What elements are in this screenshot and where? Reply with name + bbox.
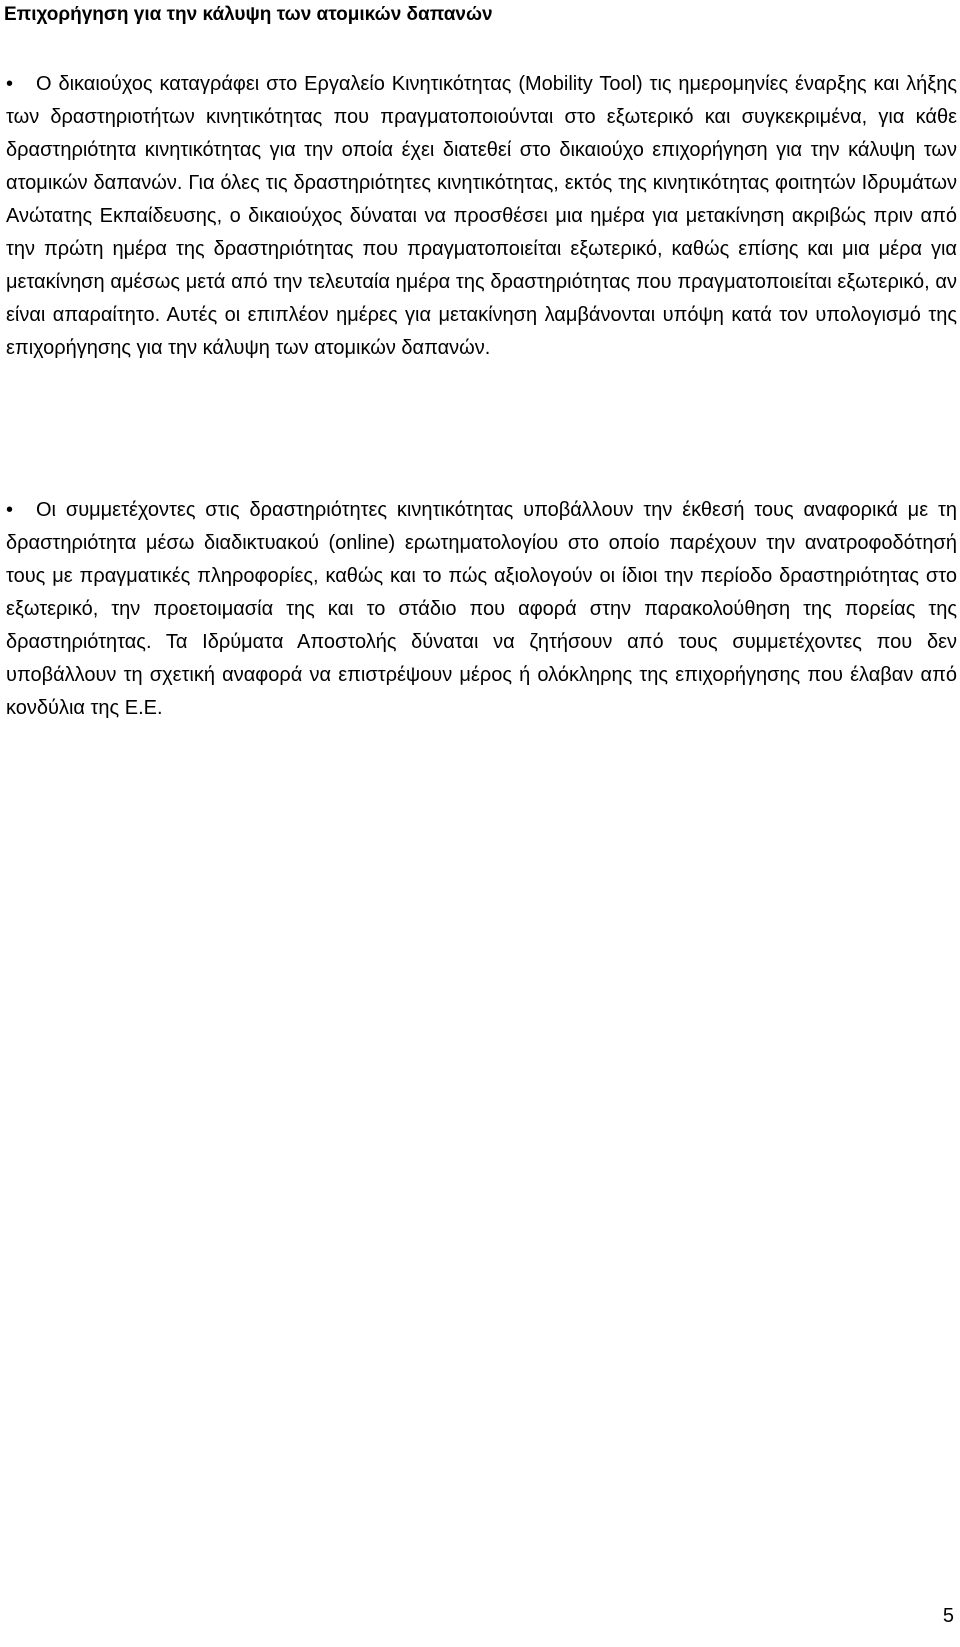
bullet-paragraph-1 xyxy=(6,68,957,365)
bullet-paragraph-2 xyxy=(6,494,957,725)
section-heading: Επιχορήγηση για την κάλυψη των ατομικών δαπανών xyxy=(4,4,493,25)
bullet-marker: • xyxy=(6,499,14,521)
page-number: 5 xyxy=(942,1605,954,1627)
paragraph-text: Οι συμμετέχοντες στις δραστηριότητες κινητικότητας υποβάλλουν την έκθεσή τους αναφορικά με τη δραστηριότητα μέσω διαδικτυακού (online) ερωτηματολογίου στο οποίο παρέχουν την ανατροφοδότησή τους με πραγματικές πληροφορίες, καθώς και το πώς αξιολογούν οι ίδιοι την περίοδο δραστηριότητας στο εξωτερικό, την προετοιμασία της και το στάδιο που αφορά στην παρακολούθηση της πορείας της δραστηριότητας. Τα Ιδρύματα Αποστολής δύναται να ζητήσουν από τους συμμετέχοντες που δεν υποβάλλουν τη σχετική αναφορά να επιστρέψουν μέρος ή ολόκληρης της επιχορήγησης που έλαβαν από κονδύλια της Ε.Ε. xyxy=(6,499,957,719)
paragraph-text: Ο δικαιούχος καταγράφει στο Εργαλείο Κινητικότητας (Mobility Tool) τις ημερομηνίες έναρξης και λήξης των δραστηριοτήτων κινητικότητας που πραγματοποιούνται στο εξωτερικό και συγκεκριμένα, για κάθε δραστηριότητα κινητικότητας για την οποία έχει διατεθεί στο δικαιούχο επιχορήγηση για την κάλυψη των ατομικών δαπανών. Για όλες τις δραστηριότητες κινητικότητας, εκτός της κινητικότητας φοιτητών Ιδρυμάτων Ανώτατης Εκπαίδευσης, ο δικαιούχος δύναται να προσθέσει μια ημέρα για μετακίνηση ακριβώς πριν από την πρώτη ημέρα της δραστηριότητας που πραγματοποιείται εξωτερικό, καθώς επίσης και μια μέρα για μετακίνηση αμέσως μετά από την τελευταία ημέρα της δραστηριότητας που πραγματοποιείται εξωτερικό, αν είναι απαραίτητο. Αυτές οι επιπλέον ημέρες για μετακίνηση λαμβάνονται υπόψη κατά τον υπολογισμό της επιχορήγησης για την κάλυψη των ατομικών δαπανών. xyxy=(6,73,957,359)
bullet-marker: • xyxy=(6,73,14,95)
